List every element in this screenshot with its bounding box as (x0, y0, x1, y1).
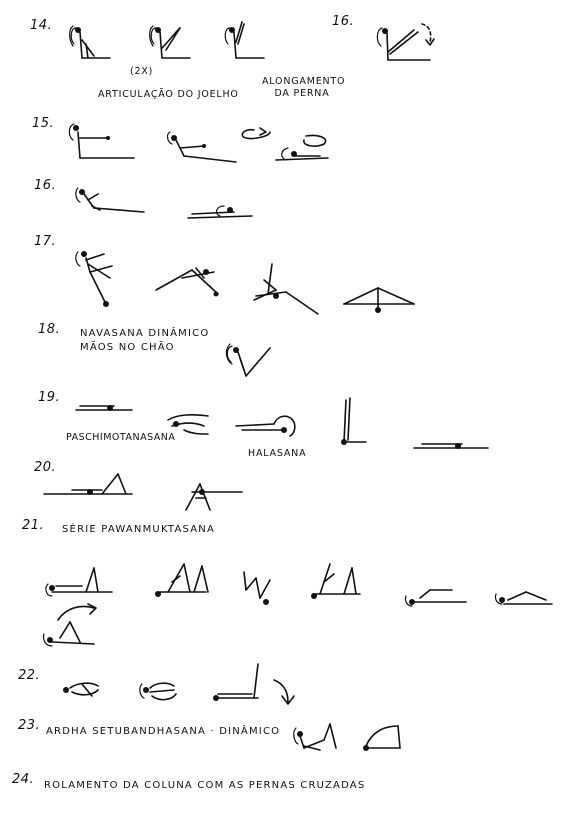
figure-20a (42, 470, 136, 502)
figure-15a (64, 118, 140, 162)
section-22-number: 22. (18, 668, 41, 683)
figure-21c (236, 568, 276, 608)
figure-21a (42, 566, 116, 598)
section-18-number: 18. (38, 322, 61, 337)
figure-22b (136, 678, 182, 706)
section-20-number: 20. (34, 460, 57, 475)
figure-14b (144, 20, 194, 65)
figure-17a (72, 244, 124, 308)
figure-21f (492, 586, 556, 610)
figure-19d (330, 394, 370, 452)
figure-21d (304, 560, 364, 606)
section-19-caption-paschimotanasana: PASCHIMOTANASANA (66, 432, 176, 443)
section-19-number: 19. (38, 390, 61, 405)
figure-17c (246, 260, 326, 320)
section-14-caption-repeat: (2X) (130, 66, 154, 77)
section-24-title: ROLAMENTO DA COLUNA COM AS PERNAS CRUZADAS (44, 780, 366, 791)
figure-20b (184, 480, 246, 514)
section-16-number: 16. (34, 178, 57, 193)
section-16-top-number: 16. (332, 14, 355, 29)
figure-15b (160, 124, 240, 168)
section-15-number: 15. (32, 116, 55, 131)
figure-22a (58, 676, 106, 702)
figure-21g (40, 600, 102, 654)
figure-19e (412, 436, 492, 456)
section-19-caption-halasana: HALASANA (248, 448, 307, 459)
figure-14c (218, 18, 268, 65)
figure-21e (402, 586, 470, 610)
section-21-number: 21. (22, 518, 45, 533)
section-14-caption-stretch: ALONGAMENTO DA PERNA (262, 76, 346, 99)
section-24-number: 24. (12, 772, 35, 787)
section-18-subtitle: MÃOS NO CHÃO (80, 342, 175, 353)
section-14-caption-knee: ARTICULAÇÃO DO JOELHO (98, 89, 239, 100)
section-23-number: 23. (18, 718, 41, 733)
figure-21b (150, 560, 214, 604)
figure-16b (184, 200, 256, 224)
section-18-title: NAVASANA DINÂMICO (80, 328, 210, 339)
section-14-number: 14. (30, 18, 53, 33)
figure-19a (74, 398, 136, 418)
figure-16-top (372, 18, 442, 68)
figure-16a (70, 182, 150, 222)
figure-17b (152, 260, 224, 300)
figure-23a (290, 722, 342, 754)
figure-23b (360, 722, 406, 754)
section-17-number: 17. (34, 234, 57, 249)
figure-15c (236, 122, 336, 168)
figure-22c (208, 662, 298, 708)
section-23-title: ARDHA SETUBANDHASANA · DINÂMICO (46, 726, 281, 737)
figure-18 (222, 340, 278, 380)
section-21-title: SÉRIE PAWANMUKTASANA (62, 524, 216, 535)
figure-14a (64, 20, 114, 65)
figure-17d (340, 282, 420, 318)
figure-19c (234, 410, 304, 440)
